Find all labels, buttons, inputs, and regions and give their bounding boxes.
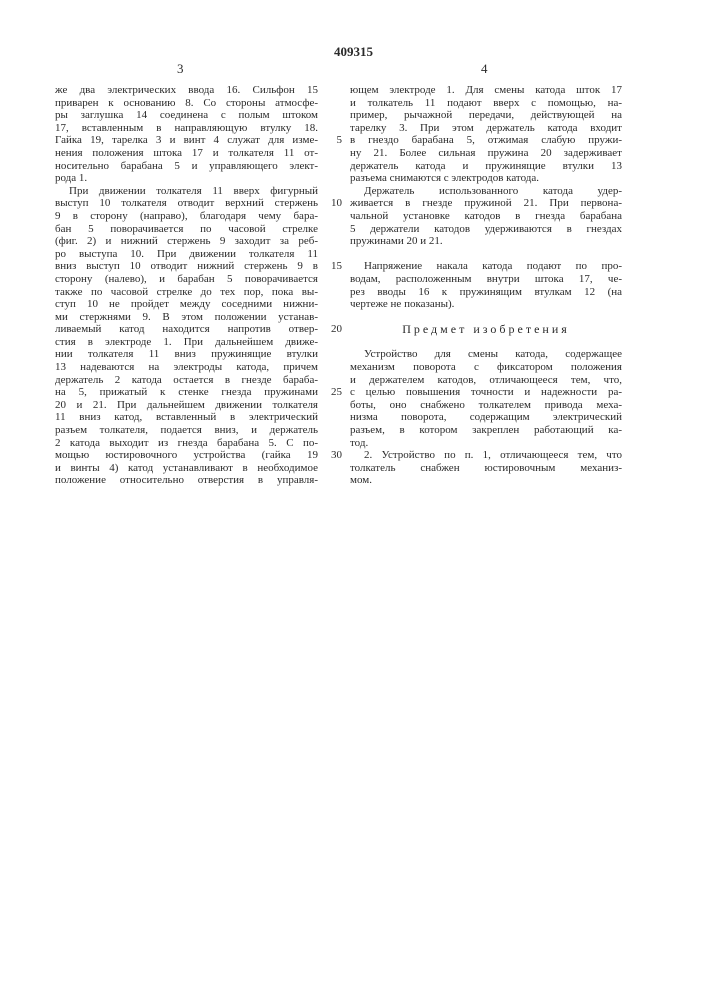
section-heading: Предмет изобретения xyxy=(350,323,622,336)
line-number: 25 xyxy=(322,386,342,399)
page-number-right: 4 xyxy=(481,61,488,77)
text-line: 2. Устройство по п. 1, отличающееся тем, что xyxy=(350,449,622,462)
text-line: ми стержнями 9. В этом положении устанав- xyxy=(55,311,318,324)
text-line: (фиг. 2) и нижний стержень 9 заходит за реб- xyxy=(55,235,318,248)
text-line: нии толкателя 11 вниз пружинящие втулки xyxy=(55,348,318,361)
line-number: 10 xyxy=(322,197,342,210)
text-line: 11 вниз катод, вставленный в электрический xyxy=(55,411,318,424)
document-number: 409315 xyxy=(0,44,707,60)
text-line: выступ 10 толкателя отводит верхний стержень xyxy=(55,197,318,210)
line-number: 30 xyxy=(322,449,342,462)
text-line: 13 надеваются на электроды катода, причем xyxy=(55,361,318,374)
line-number: 5 xyxy=(322,134,342,147)
text-line: Напряжение накала катода подают по про- xyxy=(350,260,622,273)
text-line: разъем толкателя, подается вниз, и держатель xyxy=(55,424,318,437)
line-number: 20 xyxy=(322,323,342,336)
text-line: ливаемый катод находится напротив отвер- xyxy=(55,323,318,336)
text-line: держатель 2 катода остается в гнезде бараба- xyxy=(55,374,318,387)
text-line: приварен к основанию 8. Со стороны атмосфе- xyxy=(55,97,318,110)
text-line: носительно барабана 5 и управляющего элект- xyxy=(55,160,318,173)
text-line: разъема снимаются с электродов катода. xyxy=(350,172,622,185)
text-line xyxy=(350,336,622,349)
text-line: вниз выступ 10 отводит нижний стержень 9 в xyxy=(55,260,318,273)
text-line: 5 держатели катодов удерживаются в гнездах xyxy=(350,223,622,236)
text-line: Гайка 19, тарелка 3 и винт 4 служат для изме- xyxy=(55,134,318,147)
text-line: ры заглушка 14 соединена с полым штоком xyxy=(55,109,318,122)
text-line: механизм поворота с фиксатором положения xyxy=(350,361,622,374)
text-line: же два электрических ввода 16. Сильфон 15 xyxy=(55,84,318,97)
text-line: пример, рычажной передачи, действующей на xyxy=(350,109,622,122)
text-line: Устройство для смены катода, содержащее xyxy=(350,348,622,361)
text-line: ро выступа 10. При движении толкателя 11 xyxy=(55,248,318,261)
text-line: и держателем катодов, отличающееся тем, что, xyxy=(350,374,622,387)
text-line: положение относительно отверстия в управля- xyxy=(55,474,318,487)
text-line: низма поворота, содержащим электрический xyxy=(350,411,622,424)
text-line: водам, расположенным внутри штока 17, че- xyxy=(350,273,622,286)
text-line: стия в электроде 1. При дальнейшем движе- xyxy=(55,336,318,349)
text-line: пружинами 20 и 21. xyxy=(350,235,622,248)
right-text-column xyxy=(350,84,622,487)
text-line: При движении толкателя 11 вверх фигурный xyxy=(55,185,318,198)
text-line: толкатель снабжен юстировочным механиз- xyxy=(350,462,622,475)
page-number-left: 3 xyxy=(177,61,184,77)
text-line: живается в гнезде пружиной 21. При первона- xyxy=(350,197,622,210)
text-line: 2 катода выходит из гнезда барабана 5. С по- xyxy=(55,437,318,450)
text-line: держатель катода и пружинящие втулки 13 xyxy=(350,160,622,173)
line-number: 15 xyxy=(322,260,342,273)
text-line: тарелку 3. При этом держатель катода входит xyxy=(350,122,622,135)
text-line: также по часовой стрелке до тех пор, пока вы- xyxy=(55,286,318,299)
text-line: сторону (налево), и барабан 5 поворачивается xyxy=(55,273,318,286)
text-line: мом. xyxy=(350,474,622,487)
left-text-column xyxy=(55,84,318,487)
text-line: чальной установке катодов в гнезда барабана xyxy=(350,210,622,223)
text-line: бан 5 поворачивается по часовой стрелке xyxy=(55,223,318,236)
text-line: в гнездо барабана 5, отжимая слабую пружи- xyxy=(350,134,622,147)
text-line: мощью юстировочного устройства (гайка 19 xyxy=(55,449,318,462)
text-line: ступ 10 не пройдет между соседними нижни- xyxy=(55,298,318,311)
text-line: и толкатель 11 подают вверх с помощью, на- xyxy=(350,97,622,110)
text-line: с целью повышения точности и надежности ра- xyxy=(350,386,622,399)
text-line: Держатель использованного катода удер- xyxy=(350,185,622,198)
text-line: ющем электроде 1. Для смены катода шток 17 xyxy=(350,84,622,97)
text-line: ну 21. Более сильная пружина 20 задерживает xyxy=(350,147,622,160)
text-line xyxy=(350,248,622,261)
text-line: 17, вставленным в направляющую втулку 18. xyxy=(55,122,318,135)
text-line: нения положения штока 17 и толкателя 11 от- xyxy=(55,147,318,160)
text-line: тод. xyxy=(350,437,622,450)
text-line: 9 в сторону (направо), благодаря чему бара- xyxy=(55,210,318,223)
text-line: 20 и 21. При дальнейшем движении толкателя xyxy=(55,399,318,412)
text-line: на 5, прижатый к стенке гнезда пружинами xyxy=(55,386,318,399)
text-line: боты, оно снабжено толкателем привода меха- xyxy=(350,399,622,412)
text-line: рез вводы 16 к пружинящим втулкам 12 (на xyxy=(350,286,622,299)
text-line: рода 1. xyxy=(55,172,318,185)
text-line: разъем, в котором закреплен работающий ка- xyxy=(350,424,622,437)
text-line: и винты 4) катод устанавливают в необходимое xyxy=(55,462,318,475)
text-line: чертеже не показаны). xyxy=(350,298,622,311)
